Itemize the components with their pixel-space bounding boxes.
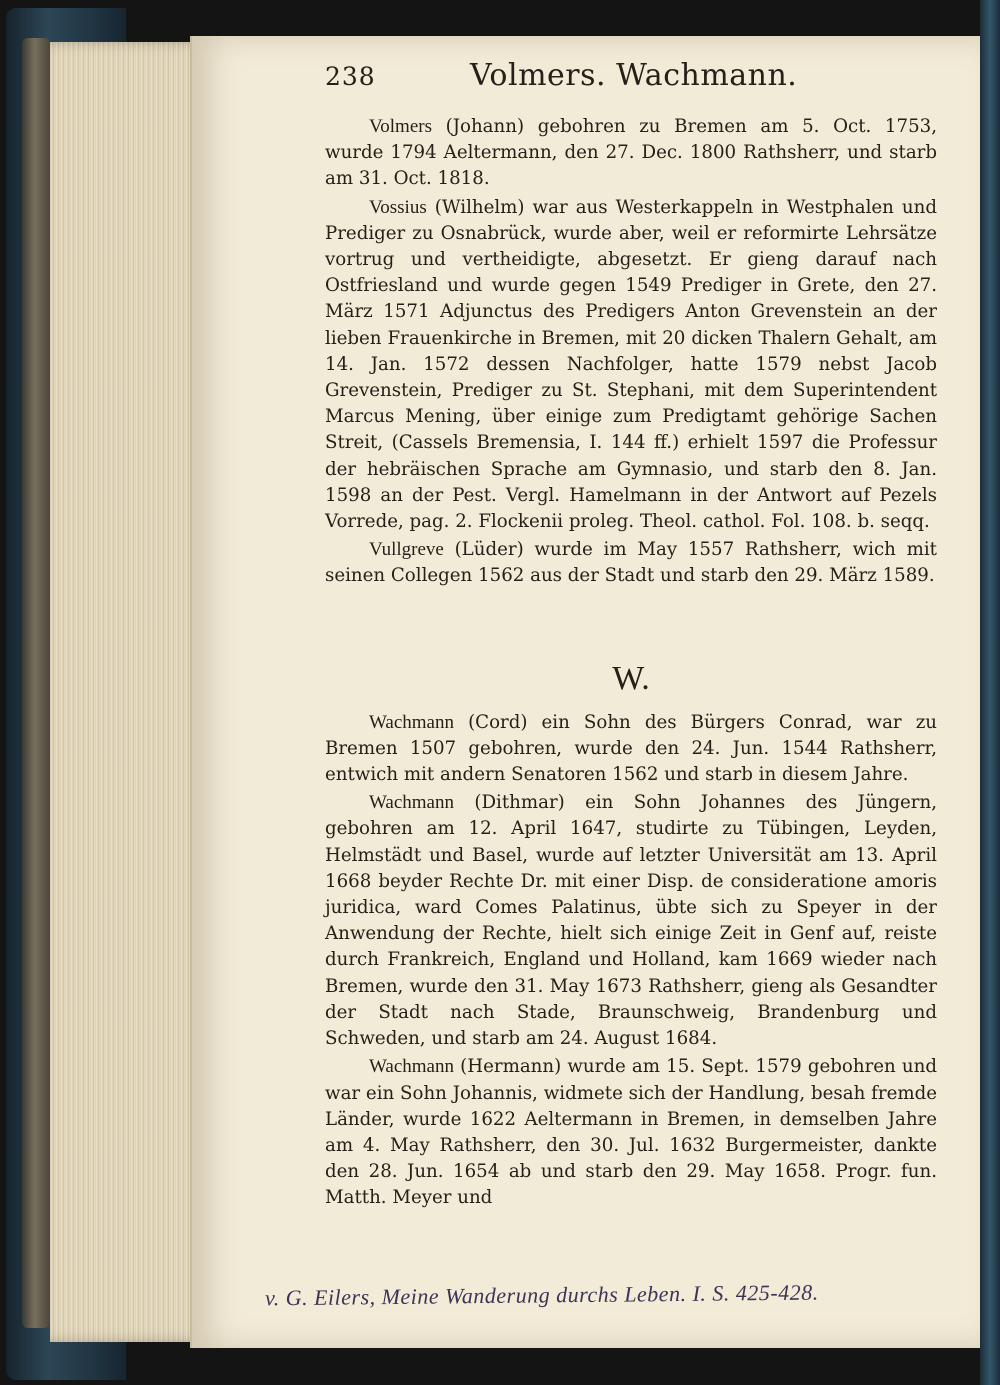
entry-vullgreve	[325, 537, 937, 589]
entry-text: (Dithmar) ein Sohn Johannes des Jüngern, gebohren am 12. April 1647, studirte zu Tübingen, Leyden, Helmstädt und Basel, wurde auf letzter Universität am 13. April 1668 beyder Rechte Dr. mit einer Disp. de consideratione amoris juridica, ward Comes Palatinus, übte sich zu Speyer in der Anwendung der Rechte, hielt sich einige Zeit in Genf auf, reiste durch Frankreich, England und Holland, kam 1669 wieder nach Bremen, wurde den 31. May 1673 Rathsherr, gieng als Gesandter der Stadt nach Stade, Braunschweig, Brandenburg und Schweden, und starb am 24. August 1684.	[325, 792, 937, 1050]
entry-text: (Johann) gebohren zu Bremen am 5. Oct. 1753, wurde 1794 Aeltermann, den 27. Dec. 1800 Rathsherr, und starb am 31. Oct. 1818.	[325, 116, 937, 190]
entry-name: Wachmann	[369, 1056, 454, 1078]
entry-name: Volmers	[369, 116, 432, 137]
book-spine-headcap	[22, 38, 50, 1328]
entry-name: Vossius	[369, 196, 427, 218]
handwritten-note: v. G. Eilers, Meine Wanderung durchs Leben. I. S. 425-428.	[264, 1279, 819, 1311]
running-title: Volmers. Wachmann.	[470, 58, 798, 93]
entry-name: Vullgreve	[369, 539, 444, 561]
entry-text: (Hermann) wurde am 15. Sept. 1579 gebohren und war ein Sohn Johannis, widmete sich der Handlung, besah fremde Länder, wurde 1622 Aeltermann in Bremen, in demselben Jahre am 4. May Rathsherr, den 30. Jul. 1632 Burgermeister, dankte den 28. Jun. 1654 ab und starb den 29. May 1658. Progr. fun. Matth. Meyer und	[325, 1056, 937, 1209]
entry-name: Wachmann	[369, 792, 454, 814]
page-content	[325, 58, 937, 1214]
entry-volmers	[325, 114, 937, 193]
page-header	[325, 58, 937, 102]
entry-text: (Lüder) wurde im May 1557 Rathsherr, wich mit seinen Collegen 1562 aus der Stadt und starb den 29. März 1589.	[325, 539, 937, 587]
entry-wachmann-cord	[325, 710, 937, 789]
entry-text: (Cord) ein Sohn des Bürgers Conrad, war zu Bremen 1507 gebohren, wurde den 24. Jun. 1544 Rathsherr, entwich mit andern Senatoren 1562 und starb in diesem Jahre.	[325, 711, 937, 786]
entry-wachmann-dithmar	[325, 790, 937, 1052]
page-number: 238	[325, 62, 376, 91]
cover-edge-strip	[980, 0, 1000, 1385]
entry-text: (Wilhelm) war aus Westerkappeln in Westphalen und Prediger zu Osnabrück, wurde aber, weil er reformirte Lehrsätze vortrug und vertheidigte, abgesetzt. Er gieng darauf nach Ostfriesland und wurde gegen 1549 Prediger in Grete, den 27. März 1571 Adjunctus des Predigers Anton Grevenstein an der lieben Frauenkirche in Bremen, mit 20 dicken Thalern Gehalt, am 14. Jan. 1572 dessen Nachfolger, hatte 1579 nebst Jacob Grevenstein, Prediger zu St. Stephani, mit dem Superintendent Marcus Mening, über einige zum Predigtamt gehörige Sachen Streit, (Cassels Bremensia, I. 144 ff.) erhielt 1597 die Professur der hebräischen Sprache am Gymnasio, und starb den 8. Jan. 1598 an der Pest. Vergl. Hamelmann in der Antwort auf Pezels Vorrede, pag. 2. Flockenii proleg. Theol. cathol. Fol. 108. b. seqq.	[325, 196, 937, 533]
entry-vossius	[325, 195, 937, 536]
entry-wachmann-hermann	[325, 1054, 937, 1211]
section-letter: W.	[612, 659, 650, 697]
entry-name: Wachmann	[369, 711, 454, 733]
